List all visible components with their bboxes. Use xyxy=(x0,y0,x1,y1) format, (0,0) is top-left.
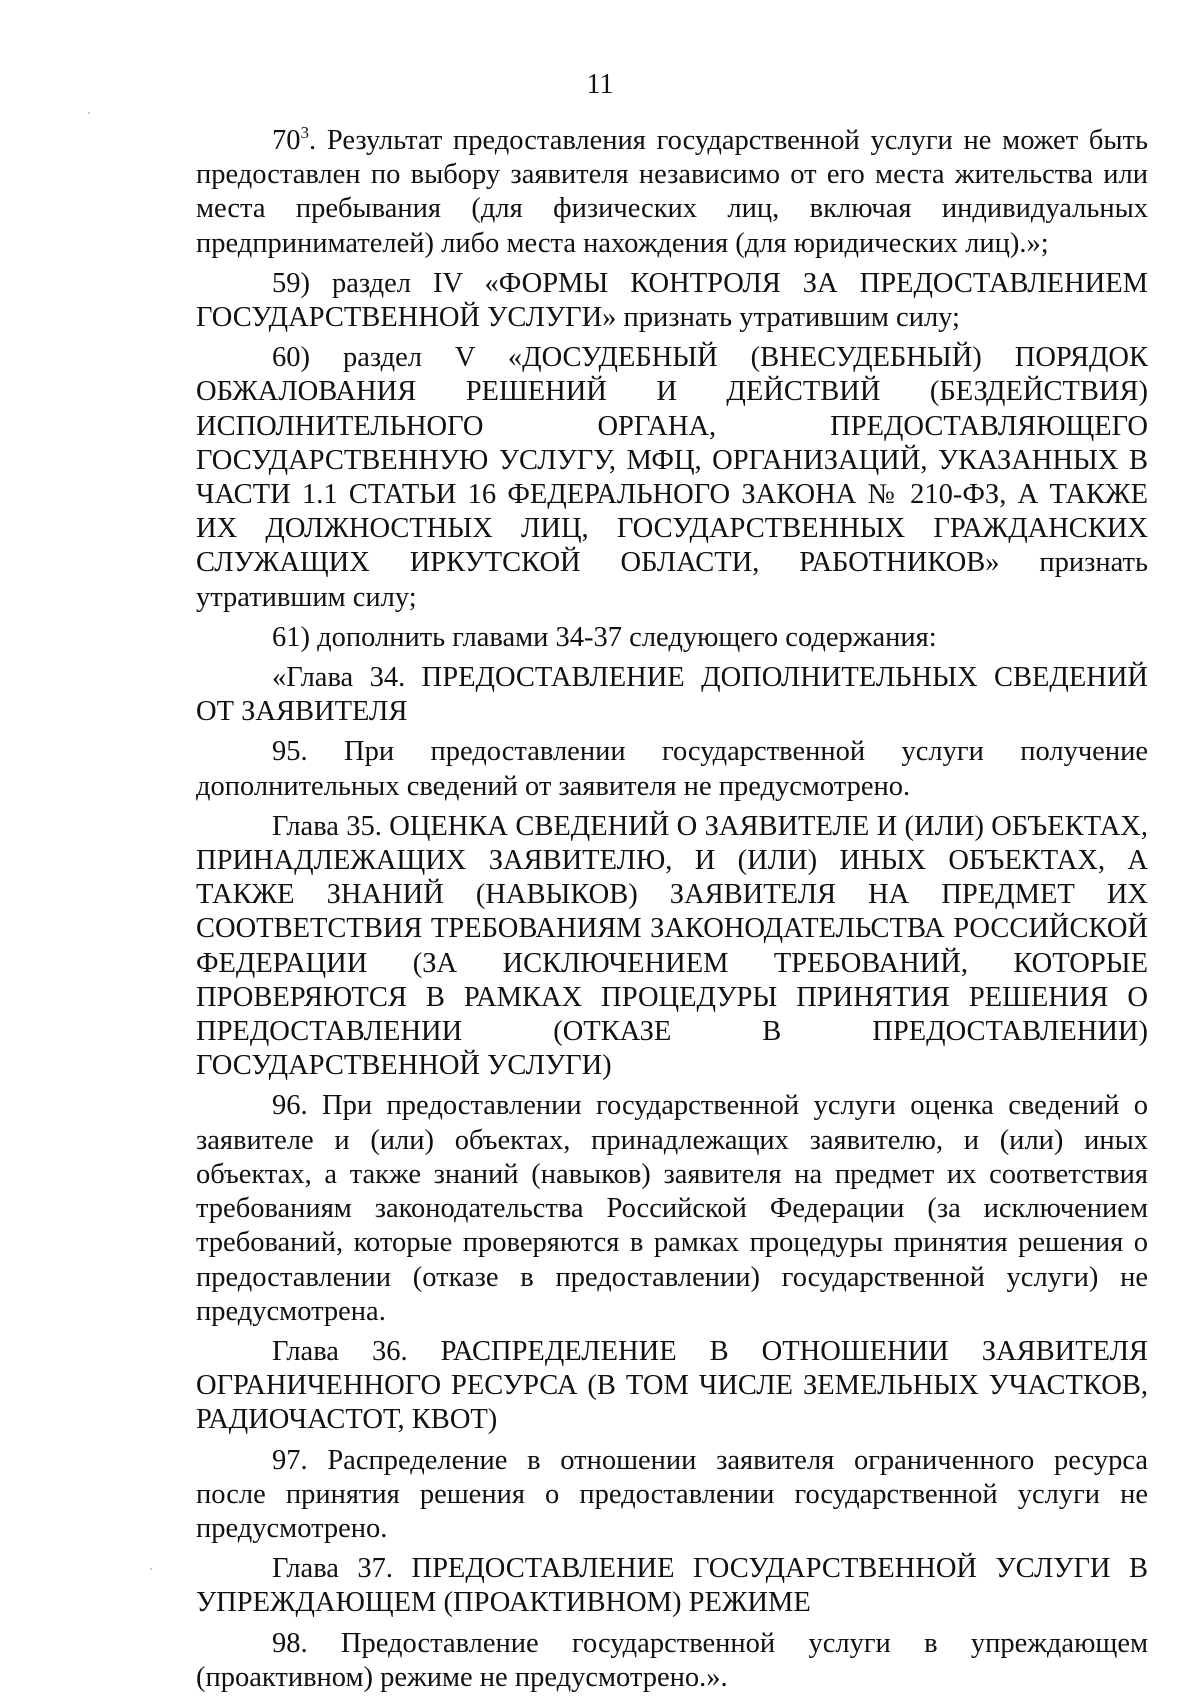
item-61: 61) дополнить главами 34-37 следующего содержания: xyxy=(272,621,937,653)
scan-speck xyxy=(88,112,90,114)
item-97: 97. Распределение в отношении заявителя ограниченного ресурса после принятия решения о предоставлении государственной услуги не предусмотрено. xyxy=(196,1444,1148,1544)
chapter-36-heading: Глава 36. РАСПРЕДЕЛЕНИЕ В ОТНОШЕНИИ ЗАЯВИТЕЛЯ ОГРАНИЧЕННОГО РЕСУРСА (В ТОМ ЧИСЛЕ ЗЕМЕЛЬНЫХ УЧАСТКОВ, РАДИОЧАСТОТ, КВОТ) xyxy=(196,1335,1148,1436)
item-60: 60) раздел V «ДОСУДЕБНЫЙ (ВНЕСУДЕБНЫЙ) ПОРЯДОК ОБЖАЛОВАНИЯ РЕШЕНИЙ И ДЕЙСТВИЙ (БЕЗДЕЙСТВИЯ) ИСПОЛНИТЕЛЬНОГО ОРГАНА, ПРЕДОСТАВЛЯЮЩЕГО ГОСУДАРСТВЕННУЮ УСЛУГУ, МФЦ, ОРГАНИЗАЦИЙ, УКАЗАННЫХ В ЧАСТИ 1.1 СТАТЬИ 16 ФЕДЕРАЛЬНОГО ЗАКОНА № 210-ФЗ, А ТАКЖЕ ИХ ДОЛЖНОСТНЫХ ЛИЦ, ГОСУДАРСТВЕННЫХ ГРАЖДАНСКИХ СЛУЖАЩИХ ИРКУТСКОЙ ОБЛАСТИ, РАБОТНИКОВ» признать утратившим силу; xyxy=(196,342,1148,613)
document-body xyxy=(196,124,1148,1695)
item-98: 98. Предоставление государственной услуги в упреждающем (проактивном) режиме не предусмотрено.». xyxy=(196,1627,1148,1693)
item-70-3-number: 70 xyxy=(272,125,301,156)
chapter-35-heading: Глава 35. ОЦЕНКА СВЕДЕНИЙ О ЗАЯВИТЕЛЕ И (ИЛИ) ОБЪЕКТАХ, ПРИНАДЛЕЖАЩИХ ЗАЯВИТЕЛЮ, И (ИЛИ) ИНЫХ ОБЪЕКТАХ, А ТАКЖЕ ЗНАНИЙ (НАВЫКОВ) ЗАЯВИТЕЛЯ НА ПРЕДМЕТ ИХ СООТВЕТСТВИЯ ТРЕБОВАНИЯМ ЗАКОНОДАТЕЛЬСТВА РОССИЙСКОЙ ФЕДЕРАЦИИ (ЗА ИСКЛЮЧЕНИЕМ ТРЕБОВАНИЙ, КОТОРЫЕ ПРОВЕРЯЮТСЯ В РАМКАХ ПРОЦЕДУРЫ ПРИНЯТИЯ РЕШЕНИЯ О ПРЕДОСТАВЛЕНИИ (ОТКАЗЕ В ПРЕДОСТАВЛЕНИИ) ГОСУДАРСТВЕННОЙ УСЛУГИ) xyxy=(196,810,1148,1082)
item-59: 59) раздел IV «ФОРМЫ КОНТРОЛЯ ЗА ПРЕДОСТАВЛЕНИЕМ ГОСУДАРСТВЕННОЙ УСЛУГИ» признать утратившим силу; xyxy=(196,267,1148,334)
item-70-3-superscript: 3 xyxy=(300,123,309,142)
item-70-3-text: . Результат предоставления государственной услуги не может быть предоставлен по выбору заявителя независимо от его места жительства или места пребывания (для физических лиц, включая индивидуальных предпринимателей) либо места нахождения (для юридических лиц).»; xyxy=(196,125,1148,259)
chapter-37-heading: Глава 37. ПРЕДОСТАВЛЕНИЕ ГОСУДАРСТВЕННОЙ УСЛУГИ В УПРЕЖДАЮЩЕМ (ПРОАКТИВНОМ) РЕЖИМЕ xyxy=(196,1553,1148,1619)
item-95: 95. При предоставлении государственной услуги получение дополнительных сведений от заявителя не предусмотрено. xyxy=(196,736,1148,802)
item-70-3 xyxy=(196,124,1148,261)
page-number: 11 xyxy=(586,69,614,100)
item-96: 96. При предоставлении государственной услуги оценка сведений о заявителе и (или) объектах, принадлежащих заявителю, и (или) иных объектах, а также знаний (навыков) заявителя на предмет их соответствия требованиям законодательства Российской Федерации (за исключением требований, которые проверяются в рамках процедуры принятия решения о предоставлении (отказе в предоставлении) государственной услуги) не предусмотрена. xyxy=(196,1090,1148,1327)
chapter-34-heading: «Глава 34. ПРЕДОСТАВЛЕНИЕ ДОПОЛНИТЕЛЬНЫХ СВЕДЕНИЙ ОТ ЗАЯВИТЕЛЯ xyxy=(196,662,1148,728)
scan-speck xyxy=(150,1568,152,1570)
